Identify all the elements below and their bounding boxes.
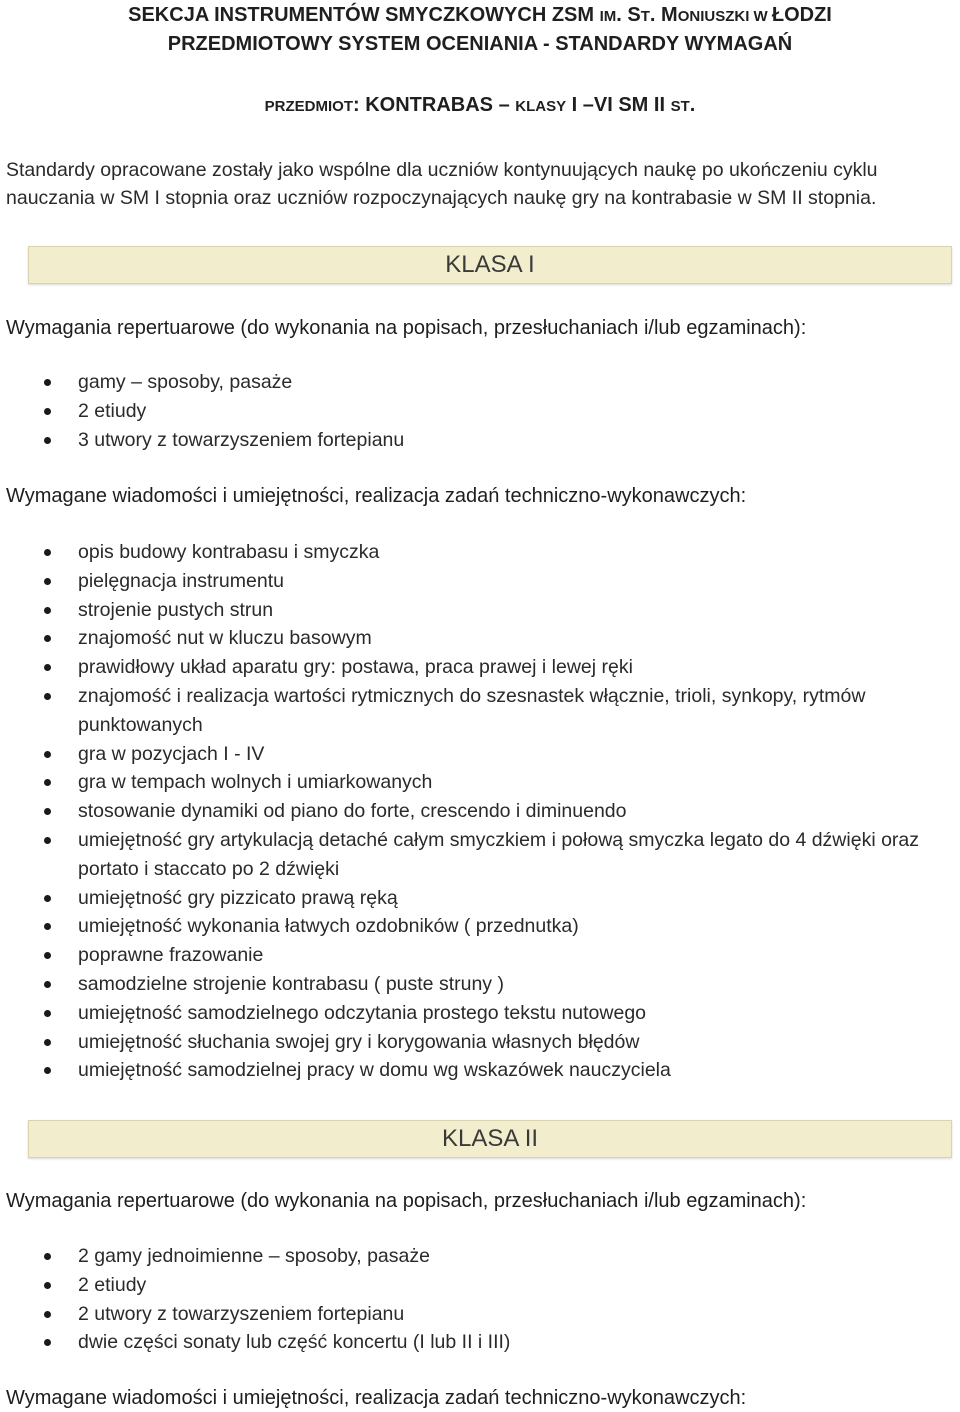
class2-repertoire-list <box>0 1242 960 1357</box>
list-item: poprawne frazowanie <box>0 941 960 970</box>
list-item: samodzielne strojenie kontrabasu ( puste struny ) <box>0 970 960 999</box>
list-item: znajomość i realizacja wartości rytmicznych do szesnastek włącznie, trioli, synkopy, rytmów punktowanych <box>0 682 960 740</box>
list-item: 2 etiudy <box>0 397 960 426</box>
list-item: 2 gamy jednoimienne – sposoby, pasaże <box>0 1242 960 1271</box>
list-item: umiejętność gry pizzicato prawą ręką <box>0 884 960 913</box>
document-title-line1: SEKCJA INSTRUMENTÓW SMYCZKOWYCH ZSM IM. ST. MONIUSZKI W ŁODZI <box>128 4 832 26</box>
list-item: 2 etiudy <box>0 1271 960 1300</box>
list-item: umiejętność wykonania łatwych ozdobników ( przednutka) <box>0 912 960 941</box>
list-item: znajomość nut w kluczu basowym <box>0 624 960 653</box>
class1-repertoire-heading: Wymagania repertuarowe (do wykonania na popisach, przesłuchaniach i/lub egzaminach): <box>6 317 807 339</box>
list-item: gra w tempach wolnych i umiarkowanych <box>0 768 960 797</box>
list-item: gra w pozycjach I - IV <box>0 740 960 769</box>
list-item: gamy – sposoby, pasaże <box>0 368 960 397</box>
list-item: stosowanie dynamiki od piano do forte, crescendo i diminuendo <box>0 797 960 826</box>
class2-repertoire-heading: Wymagania repertuarowe (do wykonania na popisach, przesłuchaniach i/lub egzaminach): <box>6 1190 807 1212</box>
document-title-line2: PRZEDMIOTOWY SYSTEM OCENIANIA - STANDARDY WYMAGAŃ <box>167 33 793 55</box>
class1-title-band: KLASA I <box>28 246 952 284</box>
list-item: umiejętność samodzielnej pracy w domu wg wskazówek nauczyciela <box>0 1056 960 1085</box>
subject-line: PRZEDMIOT: KONTRABAS – KLASY I –VI SM II ST. <box>264 94 696 116</box>
list-item: strojenie pustych strun <box>0 596 960 625</box>
list-item: opis budowy kontrabasu i smyczka <box>0 538 960 567</box>
list-item: pielęgnacja instrumentu <box>0 567 960 596</box>
class1-skills-heading: Wymagane wiadomości i umiejętności, realizacja zadań techniczno-wykonawczych: <box>6 485 747 507</box>
list-item: 2 utwory z towarzyszeniem fortepianu <box>0 1300 960 1329</box>
class1-skills-list <box>0 538 960 1085</box>
class2-title-band: KLASA II <box>28 1120 952 1158</box>
intro-paragraph: Standardy opracowane zostały jako wspólne dla uczniów kontynuujących naukę po ukończeniu cyklu nauczania w SM I stopnia oraz uczniów rozpoczynających naukę gry na kontrabasie w SM II stopnia. <box>6 159 878 209</box>
list-item: 3 utwory z towarzyszeniem fortepianu <box>0 426 960 455</box>
class2-skills-heading: Wymagane wiadomości i umiejętności, realizacja zadań techniczno-wykonawczych: <box>6 1387 747 1409</box>
list-item: umiejętność słuchania swojej gry i korygowania własnych błędów <box>0 1028 960 1057</box>
list-item: dwie części sonaty lub część koncertu (I lub II i III) <box>0 1328 960 1357</box>
list-item: umiejętność samodzielnego odczytania prostego tekstu nutowego <box>0 999 960 1028</box>
list-item: umiejętność gry artykulacją detaché całym smyczkiem i połową smyczka legato do 4 dźwięki oraz portato i staccato po 2 dźwięki <box>0 826 960 884</box>
list-item: prawidłowy układ aparatu gry: postawa, praca prawej i lewej ręki <box>0 653 960 682</box>
class1-repertoire-list <box>0 368 960 454</box>
